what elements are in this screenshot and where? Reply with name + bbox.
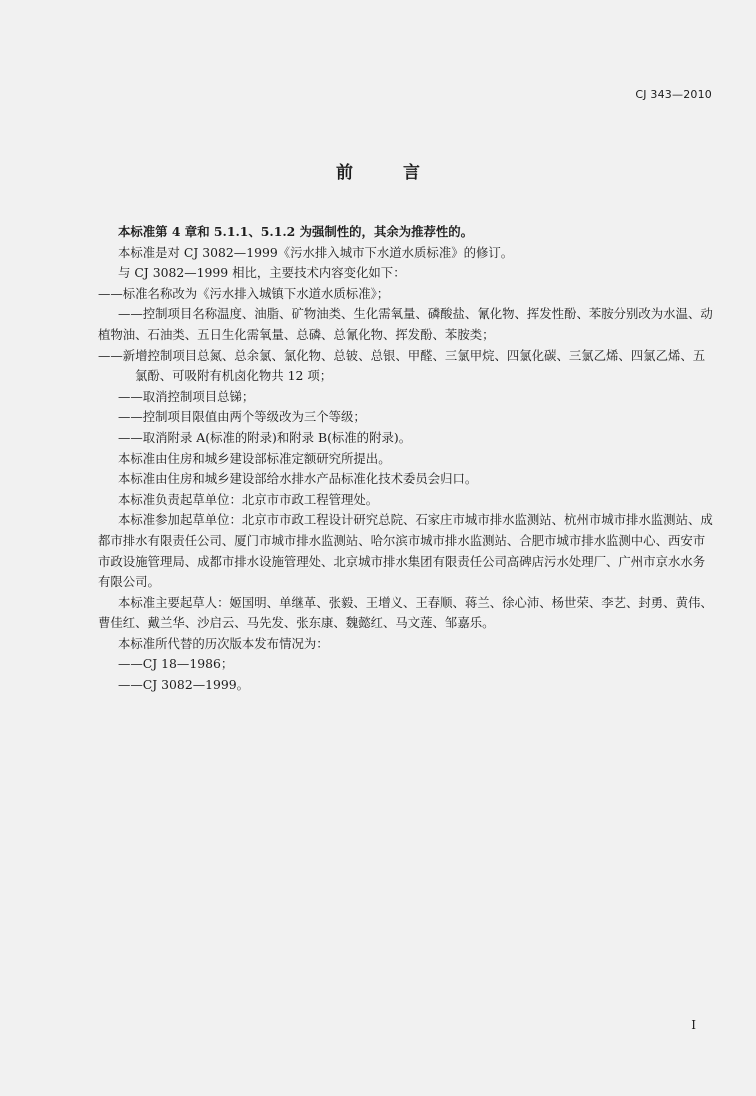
paragraph-lead-drafter: 本标准负责起草单位：北京市市政工程管理处。 — [118, 491, 379, 507]
paragraph-revision: 本标准是对 CJ 3082—1999《污水排入城市下水道水质标准》的修订。 — [118, 244, 514, 260]
change-item: ——标准名称改为《污水排入城镇下水道水质标准》； — [98, 285, 390, 301]
paragraph-participating-units: 本标准参加起草单位：北京市市政工程设计研究总院、石家庄市城市排水监测站、杭州市城市排水监测站、成都市排水有限责任公司、厦门市城市排水监测站、哈尔滨市城市排水监测站、合肥市城市排水监测中心、西安市市政设施管理局、成都市排水设施管理处、北京城市排水集团有限责任公司高碑店污水处理厂、广州市京水水务有限公司。 — [98, 512, 713, 590]
standard-code: CJ 343—2010 — [635, 88, 712, 101]
paragraph-proposer: 本标准由住房和城乡建设部标准定额研究所提出。 — [118, 450, 391, 466]
change-item: ——取消控制项目总锑； — [118, 388, 255, 404]
history-item: ——CJ 3082—1999。 — [118, 677, 250, 693]
page-title: 前 言 — [336, 163, 442, 183]
change-item: ——取消附录 A(标准的附录)和附录 B(标准的附录)。 — [118, 429, 412, 445]
history-item: ——CJ 18—1986； — [118, 656, 234, 672]
page-number: I — [691, 1018, 696, 1032]
paragraph-changes-intro: 与 CJ 3082—1999 相比，主要技术内容变化如下： — [118, 265, 406, 281]
paragraph-mandatory-note: 本标准第 4 章和 5.1.1、5.1.2 为强制性的，其余为推荐性的。 — [118, 224, 474, 239]
document-body — [98, 222, 716, 696]
paragraph-history-intro: 本标准所代替的历次版本发布情况为： — [118, 635, 329, 651]
change-item: ——新增控制项目总氮、总余氯、氯化物、总铍、总银、甲醛、三氯甲烷、四氯化碳、三氯乙烯、四氯乙烯、五氯酚、可吸附有机卤化物共 12 项； — [98, 347, 706, 384]
change-item: ——控制项目限值由两个等级改为三个等级； — [118, 409, 366, 425]
paragraph-committee: 本标准由住房和城乡建设部给水排水产品标准化技术委员会归口。 — [118, 471, 478, 487]
paragraph-drafters: 本标准主要起草人：姬国明、单继革、张毅、王增义、王春顺、蒋兰、徐心沛、杨世荣、李艺、封勇、黄伟、曹佳红、戴兰华、沙启云、马先发、张东康、魏懿红、马文莲、邹嘉乐。 — [98, 594, 713, 631]
change-item: ——控制项目名称温度、油脂、矿物油类、生化需氧量、磷酸盐、氰化物、挥发性酚、苯胺分别改为水温、动植物油、石油类、五日生化需氧量、总磷、总氰化物、挥发酚、苯胺类； — [98, 306, 713, 342]
